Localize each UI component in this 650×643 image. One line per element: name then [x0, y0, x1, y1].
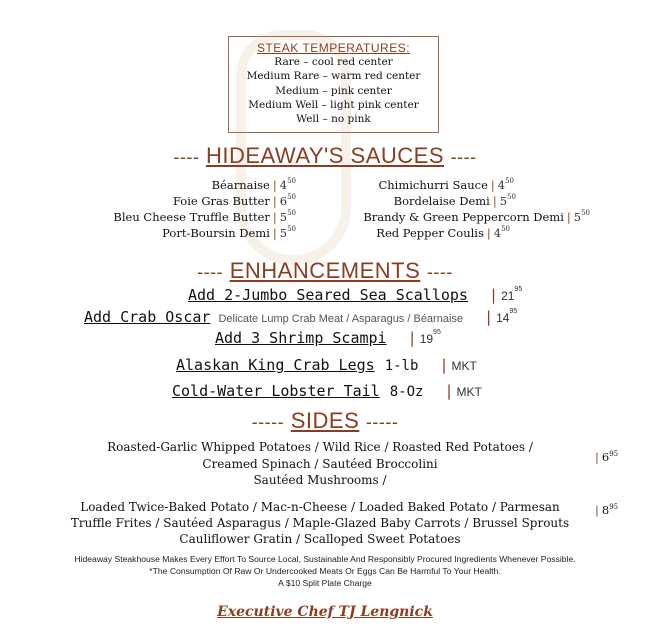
sauces-title: HIDEAWAY'S SAUCES [205, 143, 445, 168]
heading-dashes: ----- [365, 412, 399, 432]
enhancement-description: Delicate Lump Crab Meat / Asparagus / Béarnaise [218, 313, 464, 325]
enhancement-item: Add Crab Oscar Delicate Lump Crab Meat / Asparagus / Béarnaise | $14^{95}$ [84, 308, 518, 326]
sauce-price: $4^{50}$ [279, 177, 296, 192]
sides-line: Roasted-Garlic Whipped Potatoes / Wild Rice / Roasted Red Potatoes / [107, 440, 533, 454]
sauce-name: Chimichurri Sauce [378, 178, 488, 192]
sides-line: Sautéed Mushrooms / [253, 473, 387, 487]
executive-chef: Executive Chef TJ Lengnick [217, 604, 433, 620]
temperature-line: Well – no pink [296, 113, 371, 126]
enhancement-name: Add 3 Shrimp Scampi [215, 329, 387, 347]
enhancement-name: Cold-Water Lobster Tail [172, 382, 380, 400]
sauce-item: Béarnaise | $4^{50}$ [211, 177, 296, 192]
sauce-name: Foie Gras Butter [172, 194, 270, 208]
enhancement-quantity: 1-lb [384, 358, 419, 374]
enhancement-price: MKT [451, 359, 477, 373]
sauce-name: Brandy & Green Peppercorn Demi [363, 210, 564, 224]
sauce-name: Bordelaise Demi [393, 194, 490, 208]
heading-dashes: ----- [251, 412, 285, 432]
temperature-line: Medium Well – light pink center [248, 98, 419, 111]
enhancement-item: Add 3 Shrimp Scampi | $19^{95}$ [215, 329, 441, 347]
sauce-price: $5^{50}$ [279, 209, 296, 224]
heading-dashes: ---- [450, 147, 477, 167]
sauce-item: Brandy & Green Peppercorn Demi | $5^{50}$ [363, 209, 590, 224]
sauce-price: $5^{50}$ [573, 209, 590, 224]
enhancement-price: $14^{95}$ [496, 308, 518, 325]
enhancement-quantity: 8-Oz [389, 384, 424, 400]
footer-sourcing-note: Hideaway Steakhouse Makes Every Effort To Source Local, Sustainable And Responsibly Procured Ingredients Whenever Possible. [74, 554, 576, 564]
enhancements-heading [0, 258, 650, 284]
sauce-price: $4^{50}$ [493, 225, 510, 240]
enhancement-item: Add 2-Jumbo Seared Sea Scallops | $21^{95}$ [188, 286, 523, 304]
sides-line: Creamed Spinach / Sautéed Broccolini [202, 457, 438, 471]
enhancement-name: Add Crab Oscar [84, 308, 211, 326]
heading-dashes: ---- [173, 147, 200, 167]
sides-title: SIDES [290, 408, 360, 433]
enhancements-title: ENHANCEMENTS [229, 258, 421, 283]
sauce-name: Bleu Cheese Truffle Butter [113, 210, 270, 224]
sauce-item: Bleu Cheese Truffle Butter | $5^{50}$ [113, 209, 296, 224]
footer-split-charge: A $10 Split Plate Charge [278, 578, 372, 588]
heading-dashes: ---- [426, 262, 453, 282]
footer-health-warning: *The Consumption Of Raw Or Undercooked Meats Or Eggs Can Be Harmful To Your Health. [149, 566, 501, 576]
sauce-item: Foie Gras Butter | $6^{50}$ [172, 193, 296, 208]
temperature-line: Rare – cool red center [274, 56, 393, 68]
steak-temperatures-title: STEAK TEMPERATURES: [256, 41, 411, 55]
sauce-item: Port-Boursin Demi | $5^{50}$ [162, 225, 296, 240]
sides-line: Loaded Twice-Baked Potato / Mac-n-Cheese / Loaded Baked Potato / Parmesan [80, 500, 560, 514]
steak-temperatures-box [228, 36, 439, 133]
temperature-line: Medium – pink center [275, 84, 392, 97]
heading-dashes: ---- [197, 262, 224, 282]
sauce-name: Red Pepper Coulis [376, 226, 484, 240]
sauce-price: $5^{50}$ [279, 225, 296, 240]
enhancement-price: $19^{95}$ [419, 329, 441, 346]
temperature-line: Medium Rare – warm red center [246, 70, 421, 83]
sides-line: Cauliflower Gratin / Scalloped Sweet Potatoes [179, 532, 461, 546]
enhancement-item: Alaskan King Crab Legs 1-lb | MKT [176, 356, 477, 374]
sauce-price: $4^{50}$ [497, 177, 514, 192]
sides-heading [0, 408, 650, 434]
sauce-name: Port-Boursin Demi [162, 226, 270, 240]
sauce-item: Bordelaise Demi | $5^{50}$ [393, 193, 516, 208]
enhancement-item: Cold-Water Lobster Tail 8-Oz | MKT [172, 382, 482, 400]
sauce-item: Chimichurri Sauce | $4^{50}$ [378, 177, 514, 192]
sauce-item: Red Pepper Coulis | $4^{50}$ [376, 225, 510, 240]
sides-price: | $8^{95}$ [595, 503, 619, 517]
sides-price: | $6^{95}$ [595, 450, 619, 464]
enhancement-name: Add 2-Jumbo Seared Sea Scallops [188, 286, 468, 304]
enhancement-price: $21^{95}$ [501, 286, 523, 303]
enhancement-name: Alaskan King Crab Legs [176, 356, 375, 374]
enhancement-price: MKT [456, 385, 482, 399]
sauce-name: Béarnaise [211, 178, 270, 192]
sides-line: Truffle Frites / Sautéed Asparagus / Maple-Glazed Baby Carrots / Brussel Sprouts [70, 516, 570, 530]
sauce-price: $5^{50}$ [499, 193, 516, 208]
sauce-price: $6^{50}$ [279, 193, 296, 208]
sauces-heading [0, 143, 650, 169]
